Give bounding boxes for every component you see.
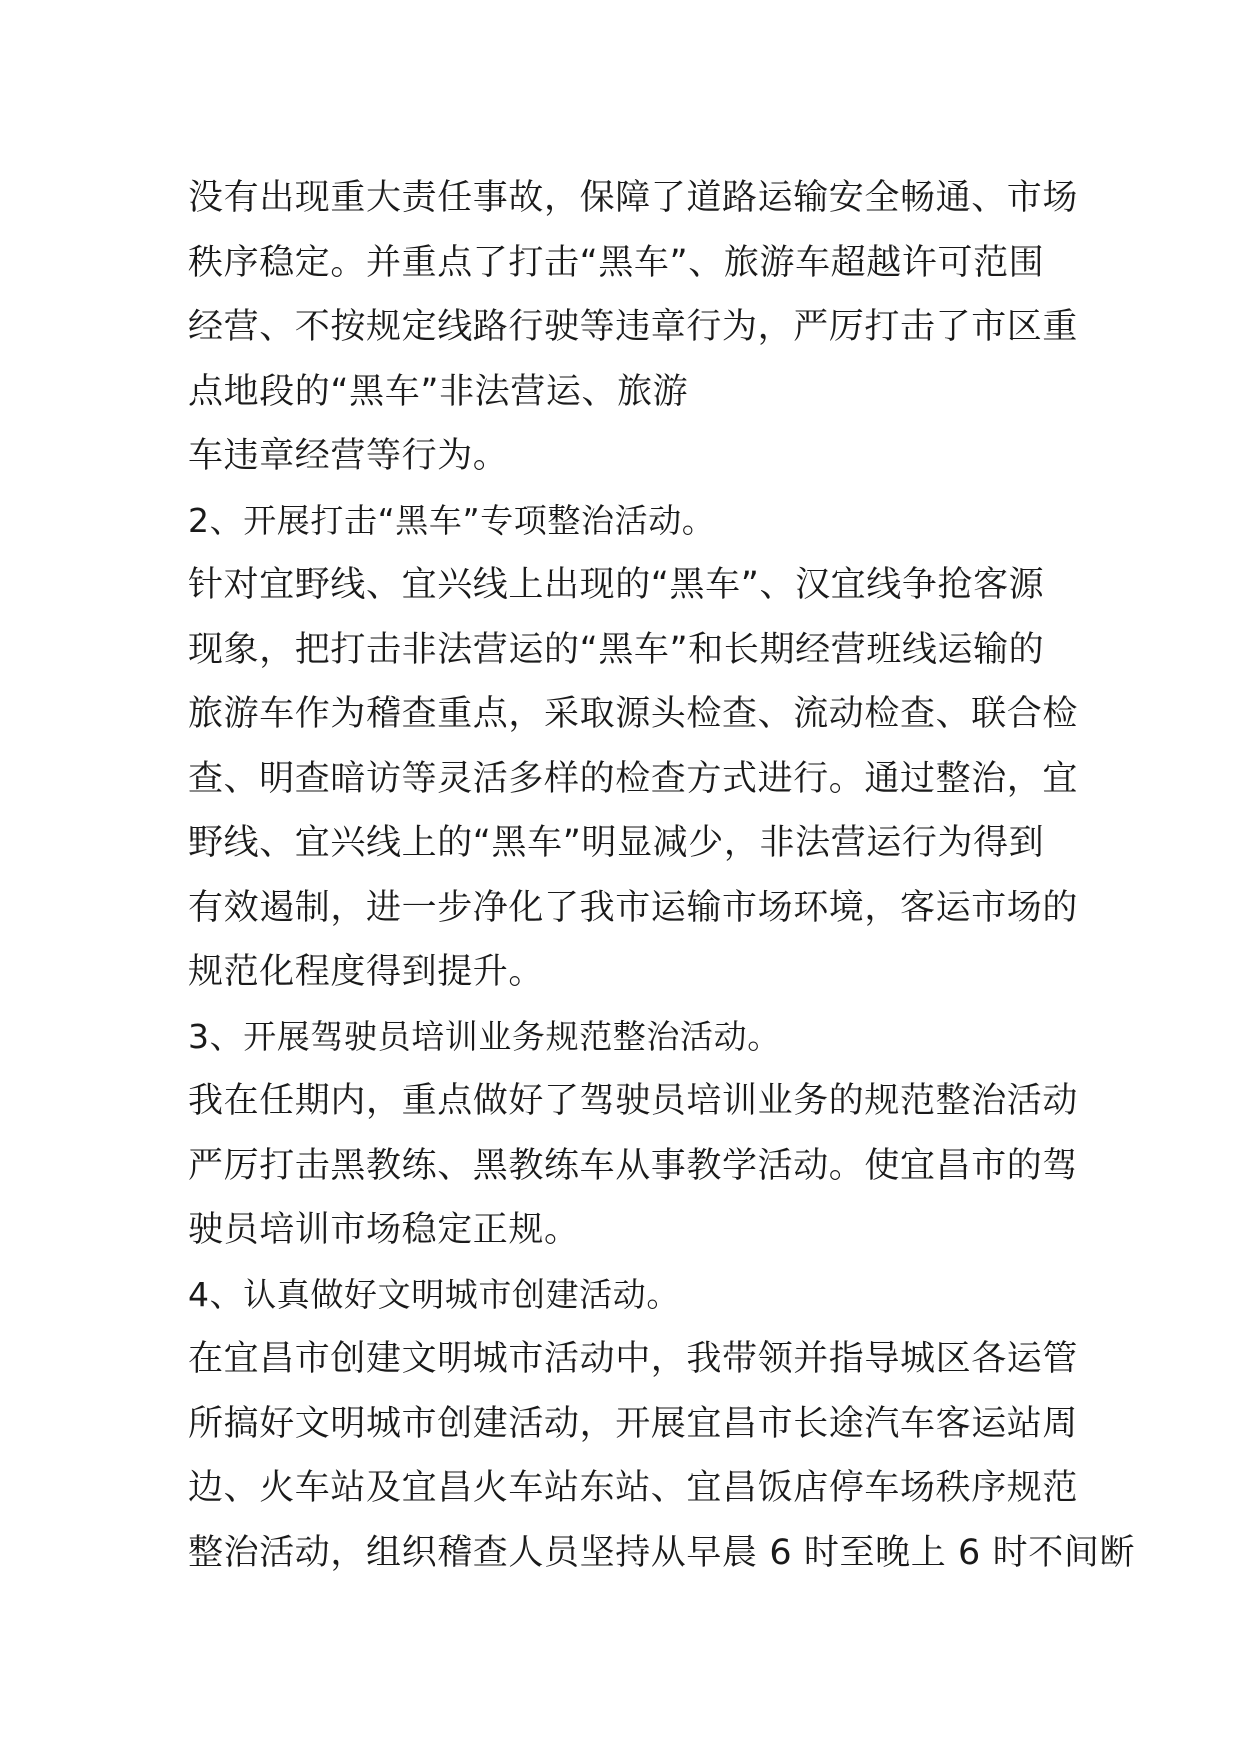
text-line: 点地段的“黑车”非法营运、旅游 xyxy=(188,371,689,412)
text-line: 查、明查暗访等灵活多样的检查方式进行。通过整治，宜 xyxy=(188,758,1079,799)
body-text xyxy=(188,166,1136,1585)
section-heading: 2、开展打击“黑车”专项整治活动。 xyxy=(188,500,716,540)
text-line: 野线、宜兴线上的“黑车”明显减少，非法营运行为得到 xyxy=(188,823,1045,863)
text-line: 在宜昌市创建文明城市活动中，我带领并指导城区各运管 xyxy=(188,1339,1079,1379)
text-line: 我在任期内，重点做好了驾驶员培训业务的规范整治活动 xyxy=(188,1081,1079,1121)
text-line: 严厉打击黑教练、黑教练车从事教学活动。使宜昌市的驾 xyxy=(188,1145,1079,1186)
text-line: 所搞好文明城市创建活动，开展宜昌市长途汽车客运站周 xyxy=(188,1403,1079,1444)
text-line: 规范化程度得到提升。 xyxy=(188,952,545,992)
text-line: 车违章经营等行为。 xyxy=(188,436,509,476)
text-line: 针对宜野线、宜兴线上出现的“黑车”、汉宜线争抢客源 xyxy=(188,565,1045,605)
text-line: 没有出现重大责任事故，保障了道路运输安全畅通、市场 xyxy=(188,178,1079,218)
text-line: 整治活动，组织稽查人员坚持从早晨 6 时至晚上 6 时不间断 xyxy=(188,1532,1136,1573)
text-line: 现象，把打击非法营运的“黑车”和长期经营班线运输的 xyxy=(188,629,1045,670)
text-line: 有效遏制，进一步净化了我市运输市场环境，客运市场的 xyxy=(188,887,1079,928)
text-line: 经营、不按规定线路行驶等违章行为，严厉打击了市区重 xyxy=(188,307,1079,347)
section-heading: 4、认真做好文明城市创建活动。 xyxy=(188,1274,680,1314)
text-line: 边、火车站及宜昌火车站东站、宜昌饭店停车场秩序规范 xyxy=(188,1468,1079,1508)
text-line: 旅游车作为稽查重点，采取源头检查、流动检查、联合检 xyxy=(188,694,1079,734)
section-heading: 3、开展驾驶员培训业务规范整治活动。 xyxy=(188,1016,781,1056)
text-line: 秩序稳定。并重点了打击“黑车”、旅游车超越许可范围 xyxy=(188,242,1045,283)
text-line: 驶员培训市场稳定正规。 xyxy=(188,1210,580,1250)
